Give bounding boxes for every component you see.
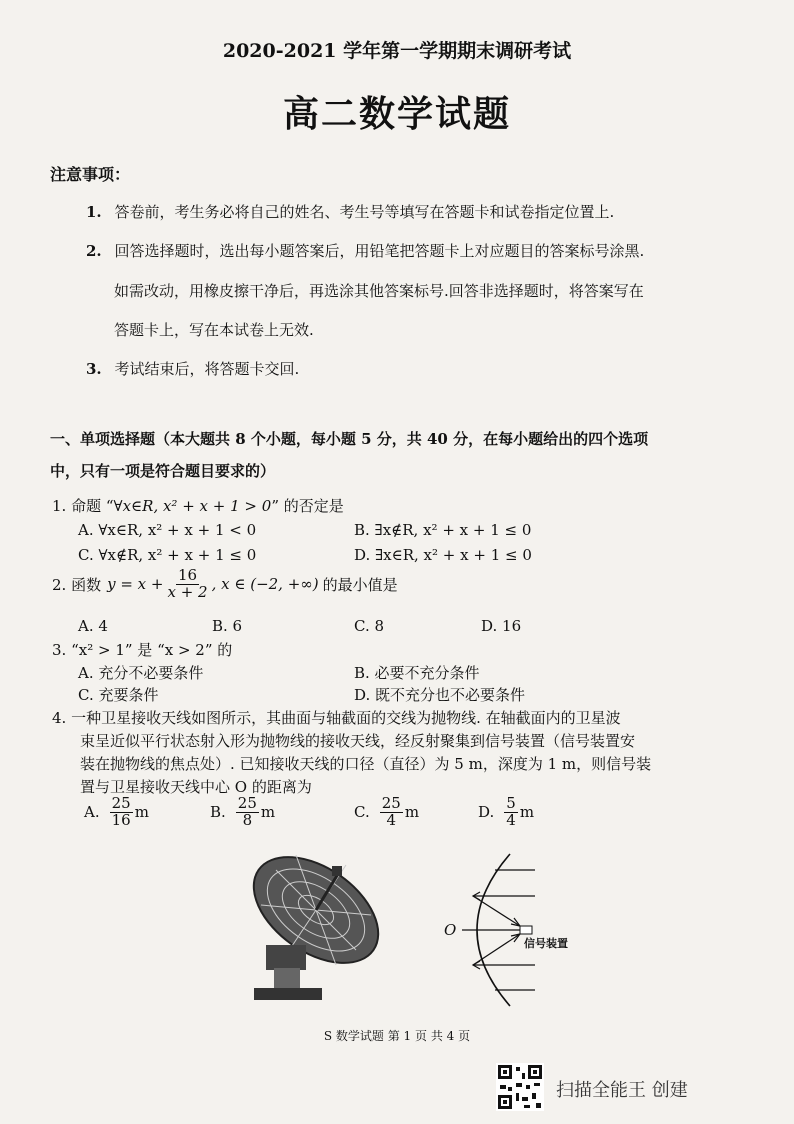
- page-footer: S 数学试题 第 1 页 共 4 页: [323, 1029, 471, 1043]
- q1-option-b: B. ∃x∉R, x² + x + 1 ≤ 0: [354, 521, 532, 539]
- q4-option-c: C. $\frac{25}{4}$ m: [354, 794, 420, 829]
- notes-heading: 注意事项：: [50, 165, 131, 184]
- q2-option-d: D. 16: [481, 617, 522, 635]
- note-item-2-line3: 答题卡上，写在本试卷上无效.: [114, 321, 314, 339]
- q4-option-a: A. $\frac{25}{16}$ m: [84, 794, 149, 829]
- note-item-1: 1. 答卷前，考生务必将自己的姓名、考生号等填写在答题卡和试卷指定位置上.: [86, 203, 615, 221]
- question-4-line3: 装在抛物线的焦点处）. 已知接收天线的口径（直径）为 5 m，深度为 1 m，则信号装: [80, 755, 652, 773]
- question-1-stem: 1. 命题 “∀x∈R, x² + x + 1 > 0” 的否定是: [52, 497, 344, 515]
- q2-fraction: $\frac{16}{x + 2}$: [167, 566, 208, 601]
- q2-option-c: C. 8: [354, 617, 385, 635]
- q4-option-d: D. $\frac{5}{4}$ m: [478, 794, 535, 829]
- question-4-line2: 束呈近似平行状态射入形为抛物线的接收天线，经反射聚集到信号装置（信号装置安: [80, 732, 636, 750]
- q1-option-c: C. ∀x∉R, x² + x + 1 ≤ 0: [78, 546, 257, 564]
- note-item-2-line2: 如需改动，用橡皮擦干净后，再选涂其他答案标号.回答非选择题时，将答案写在: [114, 282, 644, 300]
- q1-option-a: A. ∀x∈R, x² + x + 1 < 0: [78, 521, 257, 539]
- q4-option-b: B. $\frac{25}{8}$ m: [210, 794, 276, 829]
- section-heading-line1: 一、单项选择题（本大题共 8 个小题，每小题 5 分，共 40 分，在每小题给出的四个选项: [50, 430, 649, 448]
- q3-option-a: A. 充分不必要条件: [78, 664, 204, 682]
- q3-option-b: B. 必要不充分条件: [354, 664, 480, 682]
- q1-option-d: D. ∃x∈R, x² + x + 1 ≤ 0: [354, 546, 532, 564]
- feed-horn: [332, 866, 342, 876]
- dish-reflector: [236, 850, 386, 985]
- qr-code-icon: [496, 1063, 544, 1111]
- q3-option-c: C. 充要条件: [78, 686, 159, 704]
- note-item-3: 3. 考试结束后，将答题卡交回.: [86, 360, 300, 378]
- satellite-dish-image: [236, 850, 386, 1010]
- parabola-diagram: [440, 850, 580, 1010]
- q2-option-b: B. 6: [212, 617, 243, 635]
- question-3-stem: 3. “x² > 1” 是 “x > 2” 的: [52, 641, 233, 659]
- subject-title: 高二数学试题: [282, 93, 511, 135]
- diagram-signal-label: 信号装置: [524, 937, 568, 950]
- q2-option-a: A. 4: [78, 617, 108, 635]
- section-heading-line2: 中，只有一项是符合题目要求的）: [50, 462, 276, 480]
- signal-device-box: [520, 926, 532, 934]
- q3-option-d: D. 既不充分也不必要条件: [354, 686, 526, 704]
- exam-title: 2020-2021 学年第一学期期末调研考试: [222, 40, 572, 62]
- diagram-point-o: O: [444, 921, 457, 939]
- scanner-watermark: 扫描全能王 创建: [556, 1080, 688, 1101]
- question-2-stem: 2. 函数 y = x + $\frac{16}{x + 2}$ , x ∈ (−2, +∞) 的最小值是: [52, 566, 398, 601]
- note-item-2: 2. 回答选择题时，选出每小题答案后，用铅笔把答题卡上对应题目的答案标号涂黑.: [86, 242, 645, 260]
- question-4-line4: 置与卫星接收天线中心 O 的距离为: [80, 778, 312, 796]
- question-4-line1: 4. 一种卫星接收天线如图所示，其曲面与轴截面的交线为抛物线. 在轴截面内的卫星波: [52, 709, 621, 727]
